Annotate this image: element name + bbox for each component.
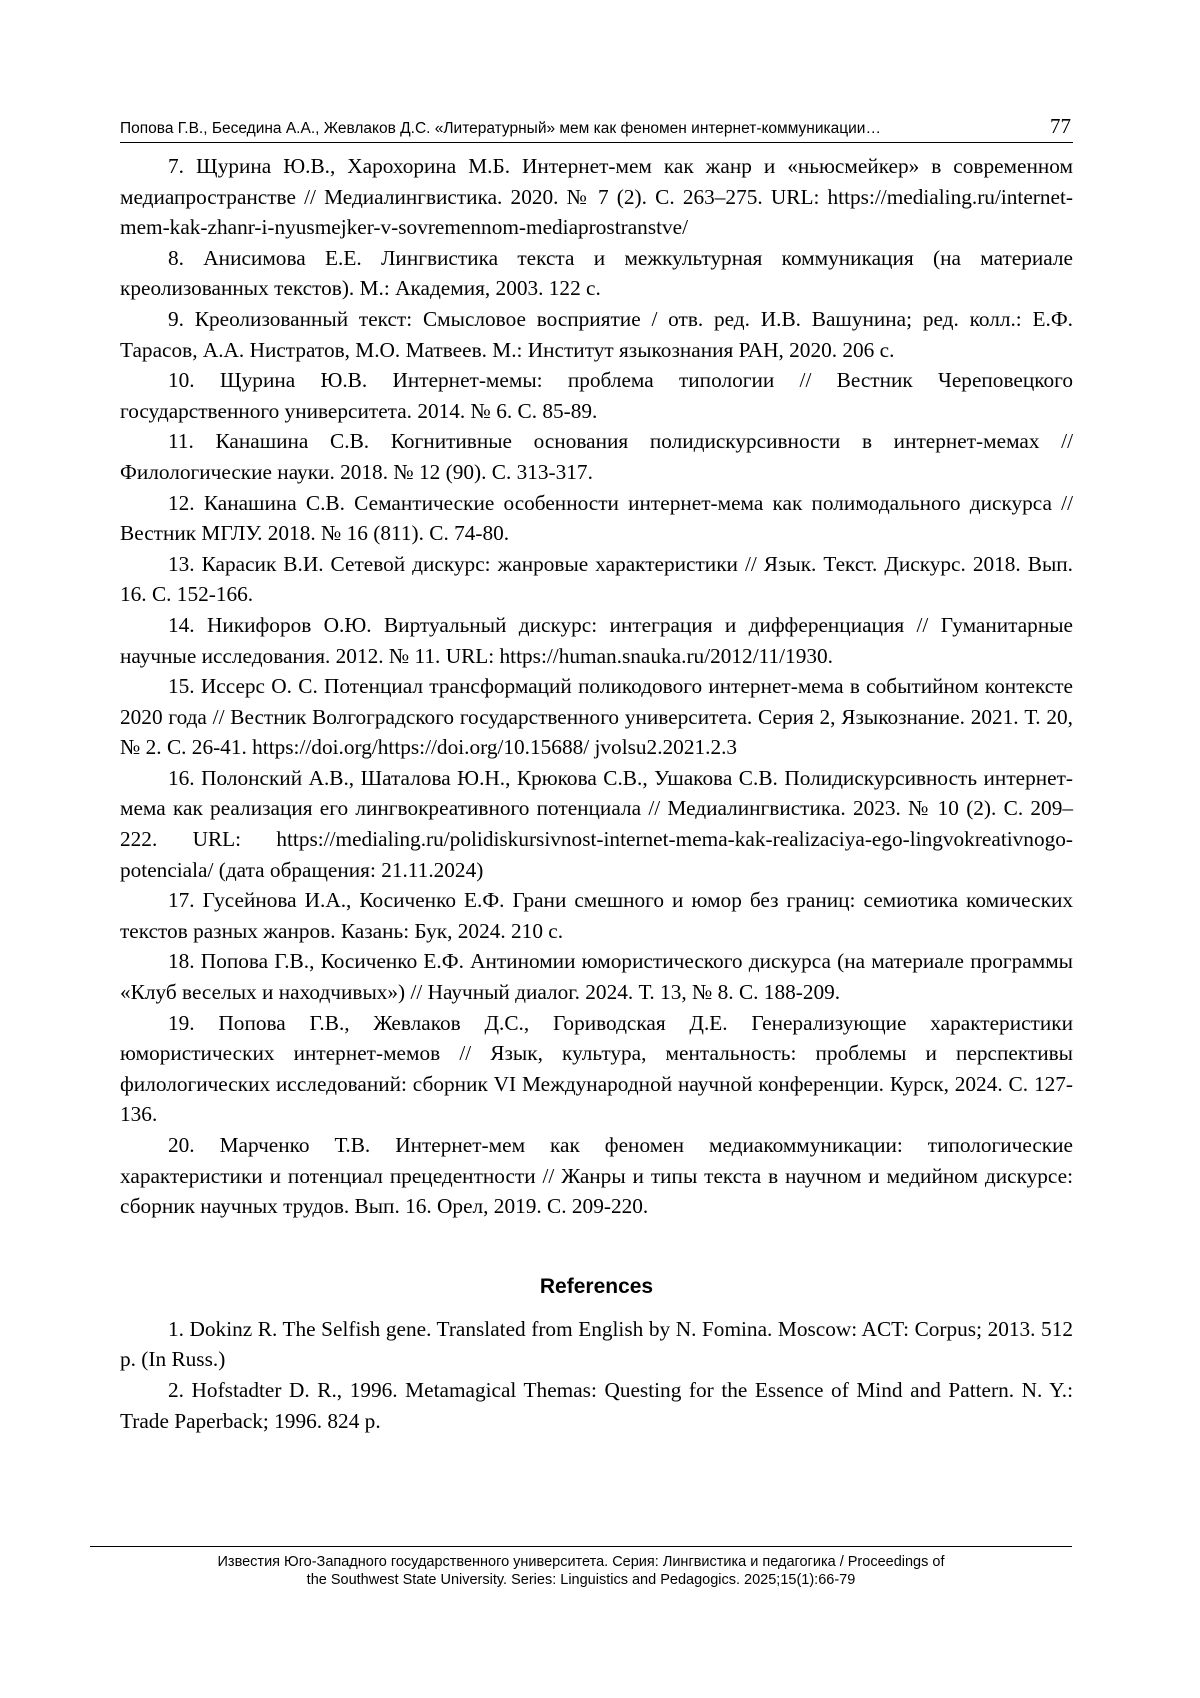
reference-item-18: 18. Попова Г.В., Косиченко Е.Ф. Антиномии юмористического дискурса (на материале программы «Клуб веселых и находчивых») // Научный диалог. 2024. Т. 13, № 8. С. 188-209. <box>120 949 1073 1005</box>
reference-item-9: 9. Креолизованный текст: Смысловое восприятие / отв. ред. И.В. Вашунина; ред. колл.: Е.Ф. Тарасов, А.А. Нистратов, М.О. Матвеев. М.: Институт языкознания РАН, 2020. 206 с. <box>120 306 1073 362</box>
reference-item-12: 12. Канашина С.В. Семантические особенности интернет-мема как полимодального дискурса // Вестник МГЛУ. 2018. № 16 (811). С. 74-80. <box>120 490 1073 546</box>
running-header <box>120 112 1073 143</box>
reference-item-19: 19. Попова Г.В., Жевлаков Д.С., Гориводская Д.Е. Генерализующие характеристики юмористических интернет-мемов // Язык, культура, ментальность: проблемы и перспективы филологических исследований: сборник VI Международной научной конференции. Курск, 2024. С. 127-136. <box>120 1010 1073 1127</box>
reference-item-20: 20. Марченко Т.В. Интернет-мем как феномен медиакоммуникации: типологические характеристики и потенциал прецедентности // Жанры и типы текста в научном и медийном дискурсе: сборник научных трудов. Вып. 16. Орел, 2019. С. 209-220. <box>120 1133 1073 1219</box>
reference-item-14: 14. Никифоров О.Ю. Виртуальный дискурс: интеграция и дифференциация // Гуманитарные научные исследования. 2012. № 11. URL: https://human.snauka.ru/2012/11/1930. <box>120 612 1073 668</box>
reference-item-11: 11. Канашина С.В. Когнитивные основания полидискурсивности в интернет-мемах // Филологические науки. 2018. № 12 (90). С. 313-317. <box>120 429 1073 484</box>
page-number: 77 <box>1050 114 1071 138</box>
footer-line-2: the Southwest State University. Series: Linguistics and Pedagogics. 2025;15(1):66-79 <box>306 1572 856 1588</box>
reference-item-7: 7. Щурина Ю.В., Харохорина М.Б. Интернет-мем как жанр и «ньюсмейкер» в современном медиапространстве // Медиалингвистика. 2020. № 7 (2). С. 263–275. URL: https://medialing.ru/internet-mem-kak-zhanr-i-nyusmejker-v-sovremennom-mediaprostranstve/ <box>120 154 1073 240</box>
reference-item-17: 17. Гусейнова И.А., Косиченко Е.Ф. Грани смешного и юмор без границ: семиотика комических текстов разных жанров. Казань: Бук, 2024. 210 с. <box>120 888 1073 943</box>
journal-footer <box>90 1546 1072 1589</box>
main-text <box>120 151 1073 1436</box>
reference-en-item-2: 2. Hofstadter D. R., 1996. Metamagical Themas: Questing for the Essence of Mind and Pattern. N. Y.: Trade Paperback; 1996. 824 p. <box>120 1377 1073 1433</box>
reference-item-8: 8. Анисимова Е.Е. Лингвистика текста и межкультурная коммуникация (на материале креолизованных текстов). М.: Академия, 2003. 122 с. <box>120 245 1073 301</box>
reference-item-16: 16. Полонский А.В., Шаталова Ю.Н., Крюкова С.В., Ушакова С.В. Полидискурсивность интернет-мема как реализация его лингвокреативного потенциала // Медиалингвистика. 2023. № 10 (2). С. 209–222. URL: https://medialing.ru/polidiskursivnost-internet-mema-kak-realizaciya-ego-lingvokreativnogo-potenciala/ (дата обращения: 21.11.2024) <box>120 765 1073 882</box>
reference-item-10: 10. Щурина Ю.В. Интернет-мемы: проблема типологии // Вестник Череповецкого государственного университета. 2014. № 6. С. 85-89. <box>120 368 1073 423</box>
reference-item-13: 13. Карасик В.И. Сетевой дискурс: жанровые характеристики // Язык. Текст. Дискурс. 2018. Вып. 16. С. 152-166. <box>120 551 1073 607</box>
header-title: Попова Г.В., Беседина А.А., Жевлаков Д.С. «Литературный» мем как феномен интернет-коммуникации… <box>120 120 881 137</box>
reference-item-15: 15. Иссерс О. С. Потенциал трансформаций поликодового интернет-мема в событийном контексте 2020 года // Вестник Волгоградского государственного университета. Серия 2, Языкознание. 2021. Т. 20, № 2. С. 26-41. https://doi.org/https://doi.org/10.15688/ jvolsu2.2021.2.3 <box>120 674 1073 760</box>
reference-en-item-1: 1. Dokinz R. The Selfish gene. Translated from English by N. Fomina. Moscow: ACT: Corpus; 2013. 512 p. (In Russ.) <box>120 1316 1073 1372</box>
footer-line-1: Известия Юго-Западного государственного университета. Серия: Лингвистика и педагогика / Proceedings of <box>217 1554 945 1570</box>
references-heading: References <box>539 1274 654 1298</box>
